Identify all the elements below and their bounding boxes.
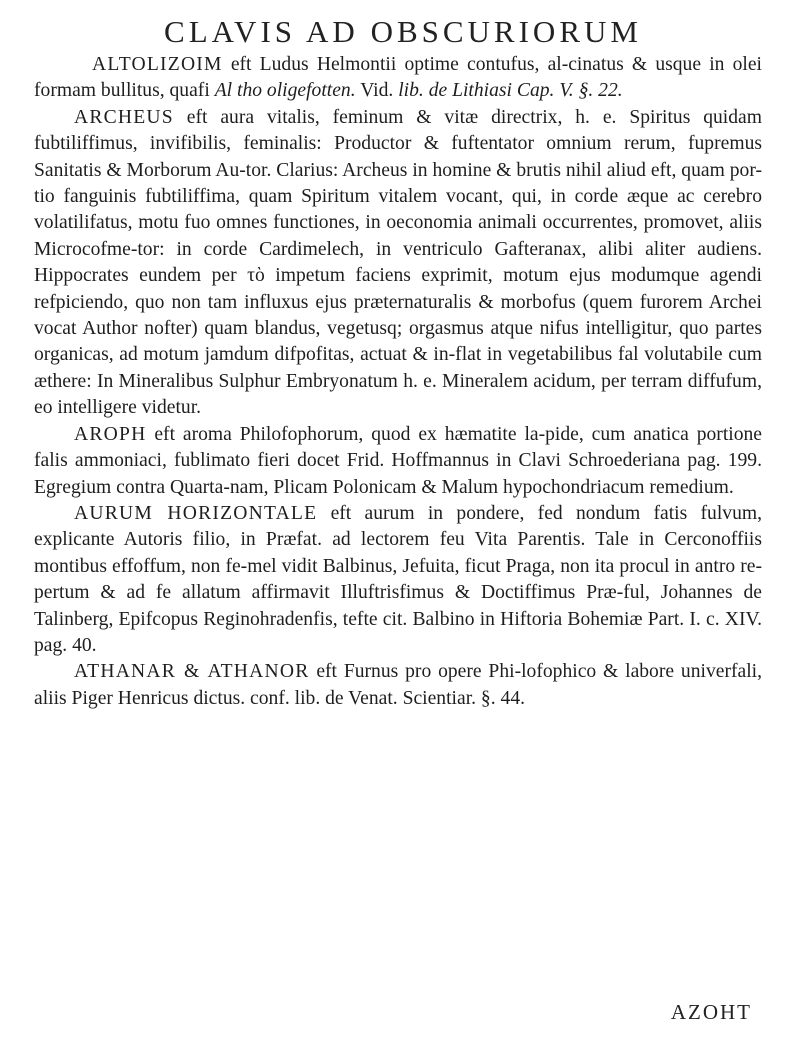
entry-altolizoim [34, 52, 762, 105]
entry-text: eft Ludus Helmontii optime contufus, al-cinatus & usque in olei formam bullitus, quafi [34, 54, 762, 102]
entry-text: eft aura vitalis, feminum & vitæ directrix, h. e. Spiritus quidam fubtiliffimus, invifibilis, feminalis: Productor & fuftentator omnium rerum, fupremus Sanitatis & Morborum Au-tor. Clarius: Archeus in homine & brutis nihil aliud eft, quam por-tio fanguinis fubtiliffima, quam Spiritum vitalem vocant, qui, in corde æque ac cerebro volatilifatus, motu fuo omnes functiones, in oeconomia animali occurrentes, promovet, aliis Microcofme-tor: in corde Cardimelech, in ventriculo Gafteranax, alibi aliter audiens. Hippocrates eundem per τὸ impetum faciens exprimit, motum ejus modumque agendi refpiciendo, quo non tam influxus ejus præternaturalis & morbofus (quem furorem Archei vocat Author nofter) quam blandus, vegetusq; orgasmus atque nifus intelligitur, quo partes organicas, ad motum jamdum difpofitas, actuat & in-flat in vegetabilibus fal volutabile cum æthere: In Mineralibus Sulphur Embryonatum h. e. Mineralem acidum, per terram diffufum, eo intelligere videtur. [34, 106, 762, 419]
running-head: CLAVIS AD OBSCURIORUM [164, 14, 642, 49]
entry-term: ATHANAR & ATHANOR [74, 661, 310, 683]
entry-term: AROPH [74, 423, 147, 445]
entry-term: ALTOLIZOIM [92, 54, 223, 75]
entry-reference: lib. de Lithiasi Cap. V. §. 22. [398, 80, 623, 102]
entry-text: eft aurum in pondere, fed nondum fatis fulvum, explicante Autoris filio, in Præfat. ad lectorem feu Vita Parentis. Tale in Cerconoffiis montibus effoffum, non fe-mel vidit Balbinus, Jefuita, ficut Praga, non ita procul in antro re-pertum & ad fe allatum affirmavit Illuftrisfimus & Doctiffimus Præ-ful, Johannes de Talinberg, Epifcopus Reginohradenfis, tefte cit. Balbino in Hiftoria Bohemiæ Part. I. c. XIV. pag. 40. [34, 502, 763, 656]
entry-italic: Al tho oligefotten. [214, 80, 356, 102]
catchword: AZOHT [670, 1000, 752, 1024]
entry-aroph [34, 422, 762, 501]
page-body [34, 52, 762, 712]
entry-aurum-horizontale [34, 501, 762, 659]
entry-text: eft aroma Philofophorum, quod ex hæmatite la-pide, cum anatica portione falis ammoniaci, fublimato fieri docet Frid. Hoffmannus in Clavi Schroederiana pag. 199. Egregium contra Quarta-nam, Plicam Polonicam & Malum hypochondriacum remedium. [34, 423, 762, 498]
entry-term: ARCHEUS [74, 106, 174, 128]
entry-term: AURUM HORIZONTALE [74, 502, 318, 524]
entry-archeus [34, 105, 762, 422]
entry-athanar [34, 659, 762, 712]
entry-text: eft Furnus pro opere Phi-lofophico & labore univerfali, aliis Piger Henricus dictus. conf. lib. de Venat. Scientiar. §. 44. [34, 661, 762, 709]
entry-text: Vid. [360, 80, 394, 102]
